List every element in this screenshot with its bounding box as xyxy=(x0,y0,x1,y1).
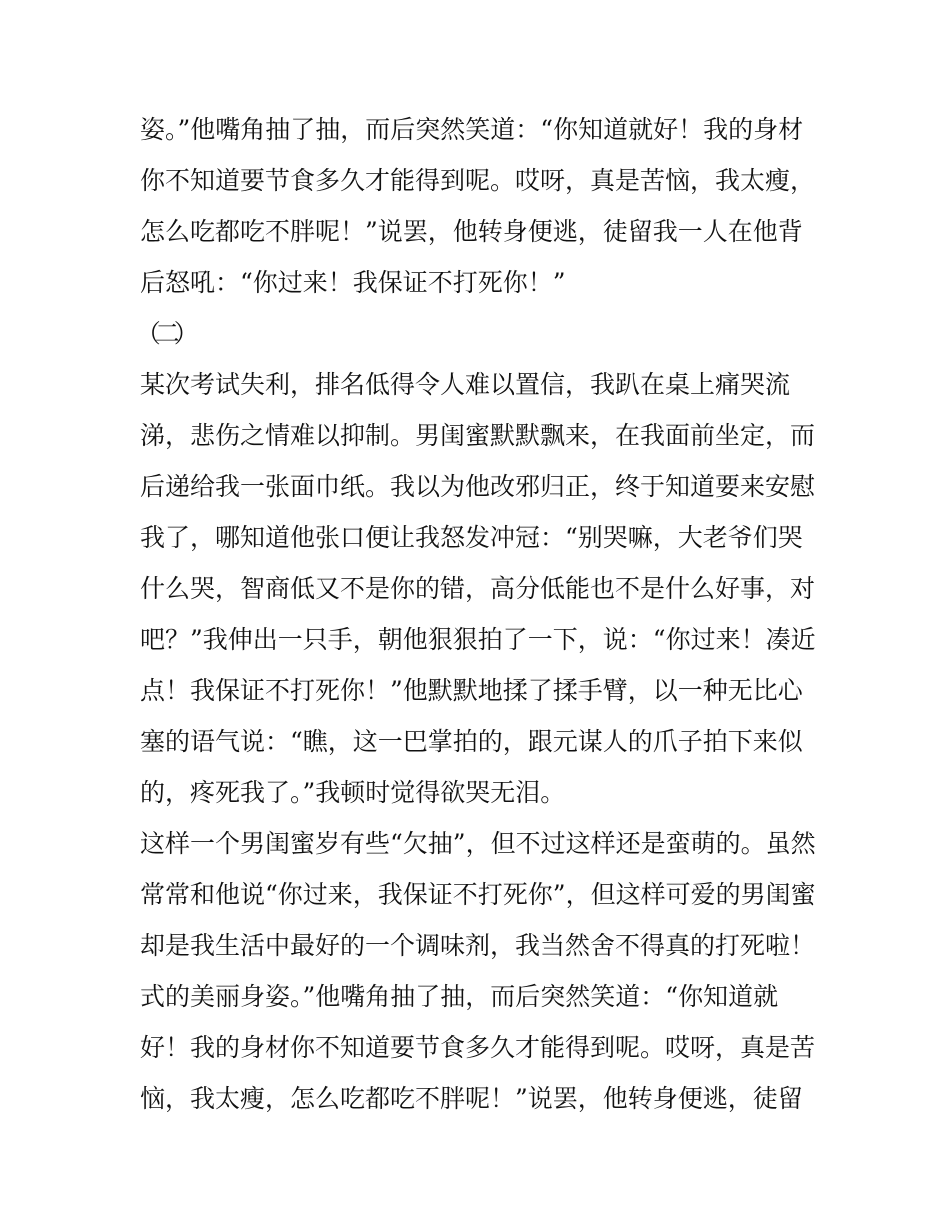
text-line: 某次考试失利，排名低得令人难以置信，我趴在桌上痛哭流 xyxy=(140,370,791,399)
text-line: 你不知道要节食多久才能得到呢。哎呀，真是苦恼，我太瘦， xyxy=(140,166,816,195)
text-line: 什么哭，智商低又不是你的错，高分低能也不是什么好事，对 xyxy=(140,574,816,603)
text-line: 这样一个男闺蜜岁有些“欠抽”，但不过这样还是蛮萌的。虽然 xyxy=(140,829,816,858)
text-line: 式的美丽身姿。”他嘴角抽了抽，而后突然笑道：“你知道就 xyxy=(140,982,779,1011)
text-line: 塞的语气说：“瞧，这一巴掌拍的，跟元谋人的爪子拍下来似 xyxy=(140,727,803,756)
text-line: 怎么吃都吃不胖呢！”说罢，他转身便逃，徒留我一人在他背 xyxy=(140,217,803,246)
text-line: 的，疼死我了。”我顿时觉得欲哭无泪。 xyxy=(140,778,566,807)
text-line: 好！我的身材你不知道要节食多久才能得到呢。哎呀，真是苦 xyxy=(140,1033,816,1062)
text-line: 恼，我太瘦，怎么吃都吃不胖呢！”说罢，他转身便逃，徒留 xyxy=(140,1084,803,1113)
text-line: 我了，哪知道他张口便让我怒发冲冠：“别哭嘛，大老爷们哭 xyxy=(140,523,803,552)
text-line: 常常和他说“你过来，我保证不打死你”，但这样可爱的男闺蜜 xyxy=(140,880,816,909)
text-line: 后怒吼：“你过来！我保证不打死你！” xyxy=(140,268,566,297)
text-line: 点！我保证不打死你！”他默默地揉了揉手臂，以一种无比心 xyxy=(140,676,803,705)
text-line: 姿。”他嘴角抽了抽，而后突然笑道：“你知道就好！我的身材 xyxy=(140,115,804,144)
section-heading: （二） xyxy=(136,319,193,348)
text-line: 吧？”我伸出一只手，朝他狠狠拍了一下，说：“你过来！凑近 xyxy=(140,625,816,654)
text-line: 后递给我一张面巾纸。我以为他改邪归正，终于知道要来安慰 xyxy=(140,472,816,501)
document-body xyxy=(136,104,820,1124)
text-line: 却是我生活中最好的一个调味剂，我当然舍不得真的打死啦！ xyxy=(140,931,816,960)
text-line: 涕，悲伤之情难以抑制。男闺蜜默默飘来，在我面前坐定，而 xyxy=(140,421,816,450)
